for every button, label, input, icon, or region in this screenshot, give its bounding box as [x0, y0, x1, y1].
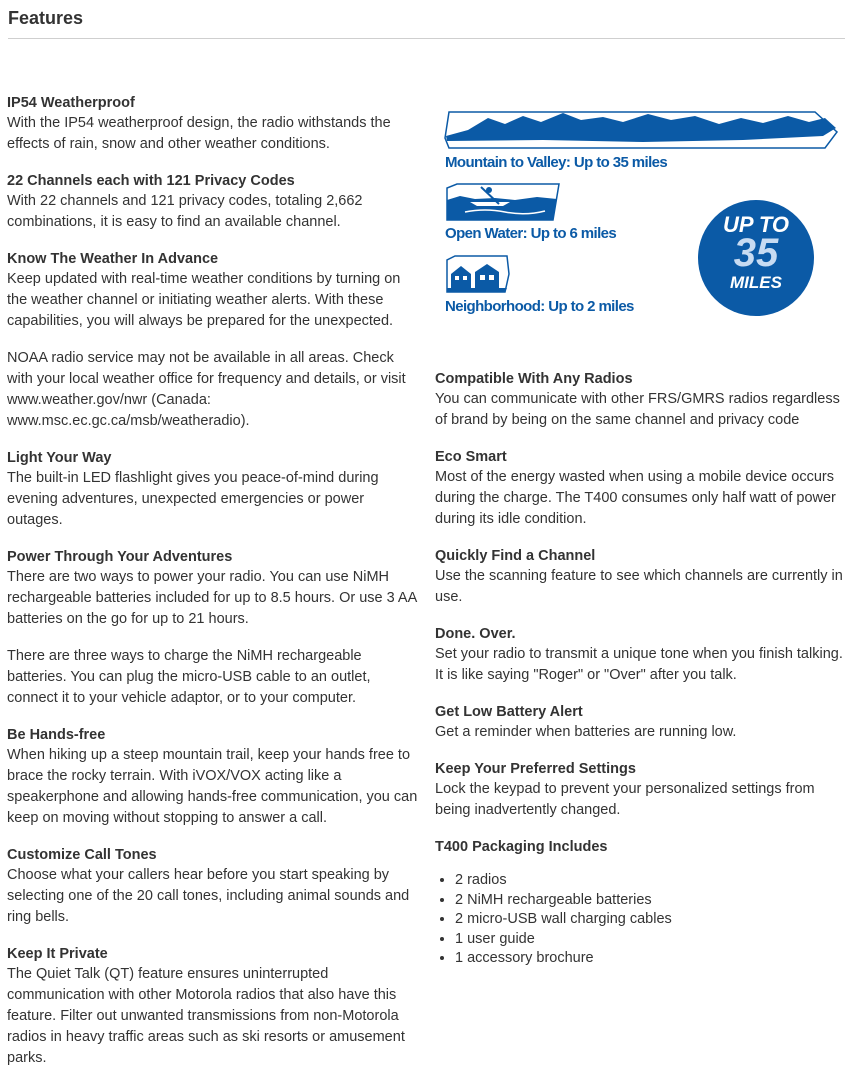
- feature-low-battery: [435, 702, 847, 743]
- feature-body: The built-in LED flashlight gives you peace-of-mind during evening adventures, unexpected emergencies or power outages.: [7, 470, 379, 528]
- feature-hands-free: [7, 725, 422, 829]
- feature-done-over: [435, 624, 847, 686]
- feature-power: [7, 547, 422, 630]
- feature-title: Know The Weather In Advance: [7, 251, 219, 267]
- feature-title: Keep Your Preferred Settings: [435, 761, 636, 777]
- feature-body: Set your radio to transmit a unique tone when you finish talking. It is like saying "Roger" or "Over" after you talk.: [435, 646, 843, 683]
- feature-weather: [7, 249, 422, 332]
- feature-body: There are two ways to power your radio. You can use NiMH rechargeable batteries included for up to 8.5 hours. Or use 3 AA batteries on the go for up to 21 hours.: [7, 569, 417, 627]
- feature-channels: [7, 171, 422, 233]
- feature-call-tones: [7, 845, 422, 928]
- feature-body: Most of the energy wasted when using a mobile device occurs during the charge. The T400 consumes only half watt of power during its idle condition.: [435, 469, 836, 527]
- packaging-list: [435, 871, 847, 969]
- list-item: • 1 user guide: [455, 930, 847, 950]
- feature-title: Quickly Find a Channel: [435, 548, 596, 564]
- feature-body: The Quiet Talk (QT) feature ensures uninterrupted communication with other Motorola radios that also have this feature. Filter out unwanted transmissions from non-Motorola radios in heavy traffic areas such as ski resorts or amusement parks.: [7, 966, 405, 1066]
- feature-eco-smart: [435, 447, 847, 530]
- feature-keypad-lock: [435, 759, 847, 821]
- feature-body: Keep updated with real-time weather conditions by turning on the weather channel or initiating weather alerts. With these capabilities, you will always be prepared for the unexpected.: [7, 271, 401, 329]
- list-item: • 2 radios: [455, 871, 847, 891]
- badge-line-3: MILES: [730, 273, 782, 292]
- feature-title: 22 Channels each with 121 Privacy Codes: [7, 173, 295, 189]
- feature-title: Keep It Private: [7, 946, 108, 962]
- kayak-icon: [445, 182, 561, 222]
- feature-body: With 22 channels and 121 privacy codes, totaling 2,662 combinations, it is easy to find an available channel.: [7, 193, 363, 230]
- water-caption: Open Water: Up to 6 miles: [445, 225, 617, 242]
- range-graphic: [443, 108, 843, 323]
- feature-title: Done. Over.: [435, 626, 516, 642]
- feature-title: Eco Smart: [435, 449, 507, 465]
- list-item: • 2 NiMH rechargeable batteries: [455, 891, 847, 911]
- feature-body: Choose what your callers hear before you start speaking by selecting one of the 20 call tones, including animal sounds and ring bells.: [7, 867, 410, 925]
- feature-body: NOAA radio service may not be available in all areas. Check with your local weather office for frequency and details, or visit www.weather.gov/nwr (Canada: www.msc.ec.gc.ca/msb/weatheradio).: [7, 350, 406, 429]
- feature-body: You can communicate with other FRS/GMRS radios regardless of brand by being on the same channel and privacy code: [435, 391, 840, 428]
- feature-flashlight: [7, 448, 422, 531]
- feature-compatible: [435, 369, 847, 431]
- feature-body: Lock the keypad to prevent your personalized settings from being inadvertently changed.: [435, 781, 815, 818]
- feature-title: Get Low Battery Alert: [435, 704, 583, 720]
- feature-body: Get a reminder when batteries are running low.: [435, 724, 737, 740]
- feature-body: With the IP54 weatherproof design, the radio withstands the effects of rain, snow and other weather conditions.: [7, 115, 391, 152]
- list-item: • 2 micro-USB wall charging cables: [455, 910, 847, 930]
- badge-number: 35: [733, 231, 779, 275]
- mountain-icon: [443, 108, 839, 152]
- badge-line-1: UP TO: [722, 212, 789, 237]
- feature-title: Customize Call Tones: [7, 847, 157, 863]
- title-divider: [8, 38, 845, 39]
- feature-title: IP54 Weatherproof: [7, 95, 135, 111]
- page-title: Features: [8, 8, 84, 28]
- feature-charging-note: [7, 646, 422, 709]
- feature-title: Be Hands-free: [7, 727, 106, 743]
- feature-body: Use the scanning feature to see which channels are currently in use.: [435, 568, 843, 605]
- feature-noaa-note: [7, 348, 422, 432]
- feature-private: [7, 944, 422, 1069]
- feature-body: When hiking up a steep mountain trail, keep your hands free to brace the rocky terrain. With iVOX/VOX acting like a speakerphone and allowing hands-free communication, you can keep on moving without stopping to answer a call.: [7, 747, 418, 826]
- feature-title: Light Your Way: [7, 450, 112, 466]
- range-badge: [698, 200, 814, 316]
- list-item: • 1 accessory brochure: [455, 949, 847, 969]
- neighborhood-caption: Neighborhood: Up to 2 miles: [445, 298, 634, 315]
- feature-scan: [435, 546, 847, 608]
- right-feature-column: [435, 369, 847, 985]
- left-feature-column: [7, 93, 422, 1085]
- feature-body: There are three ways to charge the NiMH rechargeable batteries. You can plug the micro-USB cable to an outlet, connect it to your vehicle adaptor, or to your computer.: [7, 648, 371, 706]
- mountain-caption: Mountain to Valley: Up to 35 miles: [445, 154, 668, 171]
- feature-title: Power Through Your Adventures: [7, 549, 233, 565]
- feature-ip54: [7, 93, 422, 155]
- packaging-title: T400 Packaging Includes: [435, 839, 608, 855]
- feature-title: Compatible With Any Radios: [435, 371, 633, 387]
- packaging-section: [435, 837, 847, 969]
- neighborhood-icon: [445, 254, 511, 294]
